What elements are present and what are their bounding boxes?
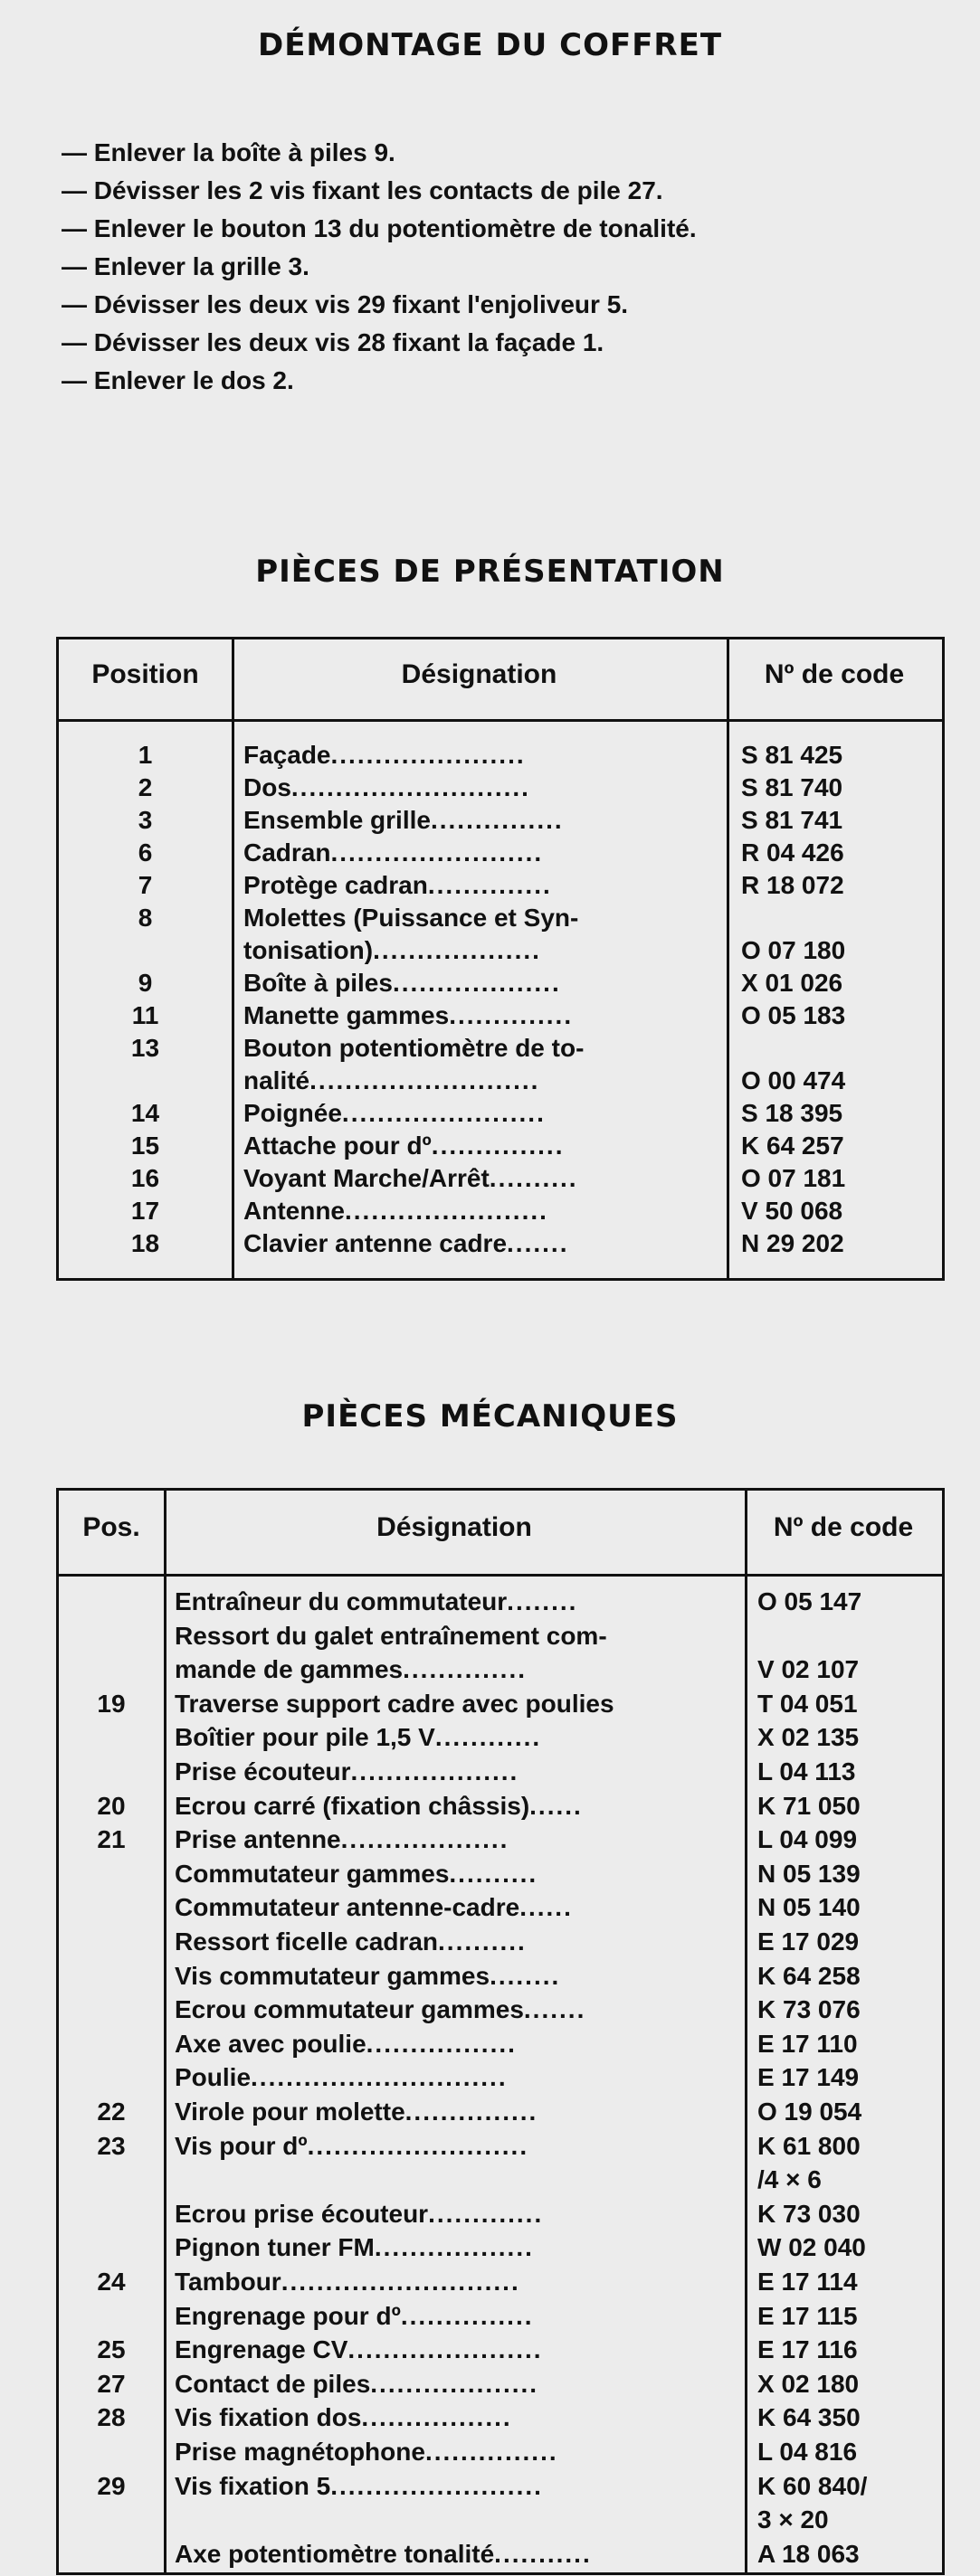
- row-code: R 04 426: [741, 838, 844, 867]
- row-position: 8: [138, 904, 153, 932]
- mechanical-table: [56, 1488, 945, 2575]
- row-position: 20: [97, 1791, 126, 1820]
- disassembly-step: — Dévisser les 2 vis fixant les contacts de pile 27.: [62, 176, 663, 204]
- row-code: 3 × 20: [757, 2505, 829, 2534]
- row-leader-dots: ..........: [489, 1164, 578, 1192]
- disassembly-step: — Enlever le dos 2.: [62, 366, 294, 394]
- row-designation: [175, 2370, 741, 2399]
- row-designation: [243, 1197, 721, 1226]
- row-code: E 17 029: [757, 1927, 860, 1956]
- row-code: T 04 051: [757, 1689, 858, 1718]
- row-designation-text: Traverse support cadre avec poulies: [175, 1689, 614, 1718]
- row-position: 25: [97, 2335, 126, 2364]
- row-designation-text: Commutateur antenne-cadre: [175, 1893, 520, 1922]
- col-header-code: Nº de code: [773, 1512, 914, 1542]
- row-leader-dots: .......: [507, 1229, 569, 1257]
- col-header-code: Nº de code: [764, 659, 905, 689]
- row-code: O 05 147: [757, 1587, 862, 1615]
- row-designation-text: Vis fixation 5: [175, 2471, 331, 2500]
- disassembly-step: — Enlever la grille 3.: [62, 252, 309, 280]
- row-code: O 05 183: [741, 1001, 846, 1029]
- row-designation-text: Voyant Marche/Arrêt: [243, 1164, 490, 1192]
- row-designation-text: Dos: [243, 773, 291, 801]
- row-designation: [175, 1860, 741, 1889]
- presentation-table: [56, 637, 945, 1281]
- row-designation-text: Prise magnétophone: [175, 2438, 425, 2466]
- row-leader-dots: ...............: [431, 1132, 565, 1160]
- row-code: O 07 181: [741, 1164, 846, 1192]
- table-row: [59, 1860, 942, 1894]
- row-designation-text: Boîtier pour pile 1,5 V: [175, 1723, 435, 1752]
- table-row: [59, 2370, 942, 2404]
- row-code: S 81 740: [741, 773, 843, 801]
- row-leader-dots: ........: [490, 1961, 561, 1990]
- row-designation: [243, 741, 721, 770]
- row-code: E 17 110: [757, 2029, 858, 2058]
- row-leader-dots: ...........: [494, 2539, 592, 2568]
- row-designation: [175, 1893, 741, 1922]
- row-code: W 02 040: [757, 2233, 866, 2262]
- row-leader-dots: ..........: [438, 1927, 527, 1956]
- row-code: V 50 068: [741, 1197, 843, 1225]
- row-designation-text: Prise écouteur: [175, 1757, 351, 1785]
- row-designation-text: Prise antenne: [175, 1825, 341, 1854]
- presentation-title: PIÈCES DE PRÉSENTATION: [255, 554, 725, 590]
- row-designation-text: Clavier antenne cadre: [243, 1229, 508, 1257]
- table-row: [59, 904, 942, 936]
- row-designation: [175, 1587, 741, 1616]
- row-position: 27: [97, 2369, 126, 2398]
- disassembly-title: DÉMONTAGE DU COFFRET: [257, 27, 723, 63]
- disassembly-step: — Dévisser les deux vis 28 fixant la façade 1.: [62, 328, 604, 356]
- col-header-pos: Pos.: [82, 1512, 140, 1542]
- disassembly-steps: [62, 134, 697, 400]
- row-position: 22: [97, 2098, 126, 2126]
- row-designation-text: Ecrou carré (fixation châssis): [175, 1791, 530, 1820]
- row-designation-text: Manette gammes: [243, 1001, 450, 1029]
- row-position: 6: [138, 838, 153, 867]
- row-designation-text: Contact de piles: [175, 2369, 371, 2398]
- table-row: [59, 1229, 942, 1262]
- row-code: X 01 026: [741, 969, 843, 997]
- row-designation-text: Bouton potentiomètre de to-: [243, 1034, 585, 1062]
- row-code: L 04 113: [757, 1757, 856, 1785]
- row-designation: [175, 2438, 741, 2467]
- row-designation: [175, 2030, 741, 2059]
- row-position: 24: [97, 2268, 126, 2296]
- row-leader-dots: ..............: [427, 871, 552, 899]
- row-code: E 17 114: [757, 2268, 858, 2296]
- row-leader-dots: ...........................: [290, 773, 530, 801]
- row-leader-dots: ..............: [403, 1655, 528, 1684]
- row-designation: [175, 2233, 741, 2262]
- row-designation: [175, 1655, 741, 1684]
- row-position: 23: [97, 2131, 126, 2160]
- row-designation-text: Tambour: [175, 2268, 281, 2296]
- row-designation: [175, 2268, 741, 2297]
- row-designation-text: tonisation): [243, 936, 374, 964]
- row-code: E 17 115: [757, 2301, 858, 2330]
- row-code: E 17 149: [757, 2063, 860, 2092]
- table-row: [59, 773, 942, 806]
- row-designation: [175, 2472, 741, 2501]
- row-code: N 05 140: [757, 1893, 861, 1922]
- row-designation: [175, 1690, 741, 1719]
- table-row: [59, 838, 942, 871]
- row-position: 21: [97, 1825, 126, 1854]
- table-row: [59, 1893, 942, 1927]
- row-leader-dots: ............: [434, 1723, 542, 1752]
- row-designation: [175, 2540, 741, 2569]
- table-row: [59, 2063, 942, 2098]
- row-code: A 18 063: [757, 2539, 860, 2568]
- row-designation: [175, 1825, 741, 1854]
- row-leader-dots: .............................: [251, 2063, 508, 2092]
- row-code: O 00 474: [741, 1066, 846, 1094]
- row-designation: [243, 1132, 721, 1160]
- disassembly-step: — Enlever le bouton 13 du potentiomètre de tonalité.: [62, 214, 697, 242]
- row-position: 14: [130, 1099, 160, 1127]
- row-designation-text: Cadran: [243, 838, 331, 867]
- row-code: X 02 135: [757, 1723, 860, 1752]
- row-leader-dots: .................: [366, 2029, 517, 2058]
- row-designation-text: Boîte à piles: [243, 969, 393, 997]
- table-row: [59, 969, 942, 1001]
- row-designation: [243, 1164, 721, 1193]
- row-designation-text: Poignée: [243, 1099, 342, 1127]
- row-leader-dots: ......: [529, 1791, 583, 1820]
- row-leader-dots: .......................: [341, 1099, 546, 1127]
- disassembly-step: — Dévisser les deux vis 29 fixant l'enjoliveur 5.: [62, 290, 629, 318]
- table-row: [59, 2030, 942, 2064]
- row-code: N 29 202: [741, 1229, 844, 1257]
- row-designation: [175, 2098, 741, 2126]
- row-code: /4 × 6: [757, 2165, 822, 2194]
- table-row: [59, 1587, 942, 1622]
- table-row: [59, 2165, 942, 2200]
- row-designation: [175, 2200, 741, 2229]
- row-designation: [243, 1066, 721, 1095]
- row-position: 17: [130, 1197, 160, 1225]
- row-leader-dots: ..........................: [309, 1066, 540, 1094]
- row-designation: [243, 1001, 721, 1030]
- table-row: [59, 1995, 942, 2030]
- row-designation: [243, 936, 721, 965]
- row-designation: [243, 1229, 721, 1258]
- table-row: [59, 1132, 942, 1164]
- row-leader-dots: ......................: [347, 2335, 543, 2364]
- row-position: 13: [130, 1034, 160, 1062]
- row-designation-text: Ecrou commutateur gammes: [175, 1995, 524, 2024]
- row-code: K 64 258: [757, 1961, 861, 1990]
- table-row: [59, 1962, 942, 1996]
- row-code: O 07 180: [741, 936, 846, 964]
- row-position: 29: [97, 2471, 126, 2500]
- row-designation: [243, 904, 721, 933]
- row-code: E 17 116: [757, 2335, 858, 2364]
- table-row: [59, 1723, 942, 1757]
- table-row: [59, 1164, 942, 1197]
- row-designation: [175, 1792, 741, 1821]
- row-leader-dots: .........................: [307, 2131, 529, 2160]
- row-designation: [175, 1757, 741, 1786]
- row-designation: [243, 871, 721, 900]
- row-code: S 81 425: [741, 741, 843, 769]
- row-position: 7: [138, 871, 153, 899]
- row-code: K 64 350: [757, 2403, 861, 2432]
- row-code: S 81 741: [741, 806, 843, 834]
- row-leader-dots: .................: [361, 2403, 512, 2432]
- row-leader-dots: .............: [428, 2199, 544, 2228]
- row-code: K 61 800: [757, 2131, 861, 2160]
- row-leader-dots: ...............: [404, 2098, 538, 2126]
- row-designation-text: nalité: [243, 1066, 310, 1094]
- col-header-designation: Désignation: [401, 659, 557, 689]
- row-designation: [175, 2302, 741, 2331]
- row-designation: [175, 1962, 741, 1991]
- row-position: 28: [97, 2403, 126, 2432]
- row-designation-text: mande de gammes: [175, 1655, 404, 1684]
- table-row: [59, 2268, 942, 2302]
- row-leader-dots: .......: [523, 1995, 586, 2024]
- table-row: [59, 1792, 942, 1826]
- row-leader-dots: ...................: [392, 969, 561, 997]
- row-designation-text: Entraîneur du commutateur: [175, 1587, 508, 1615]
- row-leader-dots: ..............: [449, 1001, 574, 1029]
- row-designation: [243, 969, 721, 998]
- row-leader-dots: ...............: [430, 806, 564, 834]
- row-leader-dots: ...............: [424, 2438, 558, 2466]
- table-row: [59, 1690, 942, 1724]
- row-designation: [175, 2335, 741, 2364]
- row-position: 18: [130, 1229, 160, 1257]
- row-leader-dots: .......................: [345, 1197, 548, 1225]
- row-designation: [243, 1034, 721, 1063]
- row-leader-dots: ...................: [370, 2369, 539, 2398]
- table-row: [59, 1034, 942, 1066]
- table-row: [59, 741, 942, 773]
- row-leader-dots: ..........: [449, 1859, 538, 1888]
- row-leader-dots: ...............: [400, 2301, 534, 2330]
- table-row: [59, 1066, 942, 1099]
- row-code: L 04 099: [757, 1825, 858, 1854]
- row-leader-dots: ......: [519, 1893, 573, 1922]
- row-designation: [243, 838, 721, 867]
- table-row: [59, 1622, 942, 1656]
- table-row: [59, 1927, 942, 1962]
- row-designation-text: Ecrou prise écouteur: [175, 2199, 429, 2228]
- row-code: N 05 139: [757, 1859, 861, 1888]
- table-row: [59, 2505, 942, 2540]
- row-designation-text: Protège cadran: [243, 871, 428, 899]
- row-code: L 04 816: [757, 2438, 858, 2466]
- table-row: [59, 1757, 942, 1792]
- table-row: [59, 2098, 942, 2132]
- row-leader-dots: ........................: [330, 838, 544, 867]
- row-designation-text: Engrenage pour dº: [175, 2301, 401, 2330]
- row-designation: [243, 806, 721, 835]
- row-position: 16: [130, 1164, 160, 1192]
- disassembly-step: — Enlever la boîte à piles 9.: [62, 138, 395, 166]
- table-row: [59, 2335, 942, 2370]
- row-designation-text: Façade: [243, 741, 331, 769]
- row-position: 2: [138, 773, 153, 801]
- row-designation-text: Ressort du galet entraînement com-: [175, 1621, 607, 1650]
- row-leader-dots: ...........................: [281, 2268, 520, 2296]
- row-designation: [175, 2063, 741, 2092]
- row-designation-text: Vis commutateur gammes: [175, 1961, 490, 1990]
- row-designation: [175, 1995, 741, 2024]
- table-row: [59, 1197, 942, 1229]
- row-designation: [175, 2132, 741, 2161]
- table-row: [59, 2540, 942, 2574]
- row-designation-text: Engrenage CV: [175, 2335, 348, 2364]
- table-row: [59, 2200, 942, 2234]
- table-row: [59, 936, 942, 969]
- table-row: [59, 1001, 942, 1034]
- row-position: 1: [138, 741, 153, 769]
- table-row: [59, 1099, 942, 1132]
- row-code: O 19 054: [757, 2098, 862, 2126]
- row-leader-dots: ...................: [340, 1825, 509, 1854]
- row-designation-text: Virole pour molette: [175, 2098, 405, 2126]
- table-row: [59, 2472, 942, 2506]
- table-row: [59, 1825, 942, 1860]
- row-code: X 02 180: [757, 2369, 860, 2398]
- row-leader-dots: ........................: [330, 2471, 543, 2500]
- row-designation-text: Axe avec poulie: [175, 2029, 366, 2058]
- row-designation-text: Vis pour dº: [175, 2131, 308, 2160]
- table-row: [59, 2132, 942, 2166]
- row-designation-text: Antenne: [243, 1197, 345, 1225]
- row-designation-text: Commutateur gammes: [175, 1859, 450, 1888]
- row-leader-dots: ...................: [373, 936, 541, 964]
- row-code: K 64 257: [741, 1132, 844, 1160]
- row-designation: [243, 773, 721, 802]
- row-designation: [243, 1099, 721, 1128]
- row-designation-text: Ensemble grille: [243, 806, 431, 834]
- row-position: 15: [130, 1132, 160, 1160]
- row-designation: [175, 1927, 741, 1956]
- table-row: [59, 871, 942, 904]
- table-row: [59, 2438, 942, 2472]
- row-code: K 73 030: [757, 2199, 861, 2228]
- table-row: [59, 1655, 942, 1690]
- row-designation-text: Attache pour dº: [243, 1132, 432, 1160]
- row-designation-text: Axe potentiomètre tonalité: [175, 2539, 495, 2568]
- table-row: [59, 2403, 942, 2438]
- col-header-designation: Désignation: [376, 1512, 532, 1542]
- row-code: R 18 072: [741, 871, 844, 899]
- row-designation: [175, 2403, 741, 2432]
- row-designation-text: Vis fixation dos: [175, 2403, 362, 2432]
- row-designation-text: Poulie: [175, 2063, 252, 2092]
- mechanical-title: PIÈCES MÉCANIQUES: [301, 1398, 679, 1435]
- row-code: S 18 395: [741, 1099, 843, 1127]
- row-code: K 71 050: [757, 1791, 861, 1820]
- col-header-position: Position: [91, 659, 199, 689]
- row-designation: [175, 1622, 741, 1651]
- row-code: K 60 840/: [757, 2471, 868, 2500]
- table-row: [59, 2233, 942, 2268]
- row-code: V 02 107: [757, 1655, 860, 1684]
- row-code: K 73 076: [757, 1995, 861, 2024]
- row-position: 9: [138, 969, 153, 997]
- table-row: [59, 2302, 942, 2336]
- row-position: 19: [97, 1689, 126, 1718]
- row-leader-dots: ..................: [374, 2233, 534, 2262]
- row-leader-dots: ...................: [350, 1757, 519, 1785]
- row-designation: [175, 1723, 741, 1752]
- row-position: 11: [131, 1001, 159, 1029]
- row-leader-dots: ......................: [330, 741, 526, 769]
- row-leader-dots: ........: [507, 1587, 578, 1615]
- row-designation-text: Molettes (Puissance et Syn-: [243, 904, 579, 932]
- table-row: [59, 806, 942, 838]
- row-designation-text: Ressort ficelle cadran: [175, 1927, 439, 1956]
- row-designation-text: Pignon tuner FM: [175, 2233, 375, 2262]
- row-position: 3: [138, 806, 153, 834]
